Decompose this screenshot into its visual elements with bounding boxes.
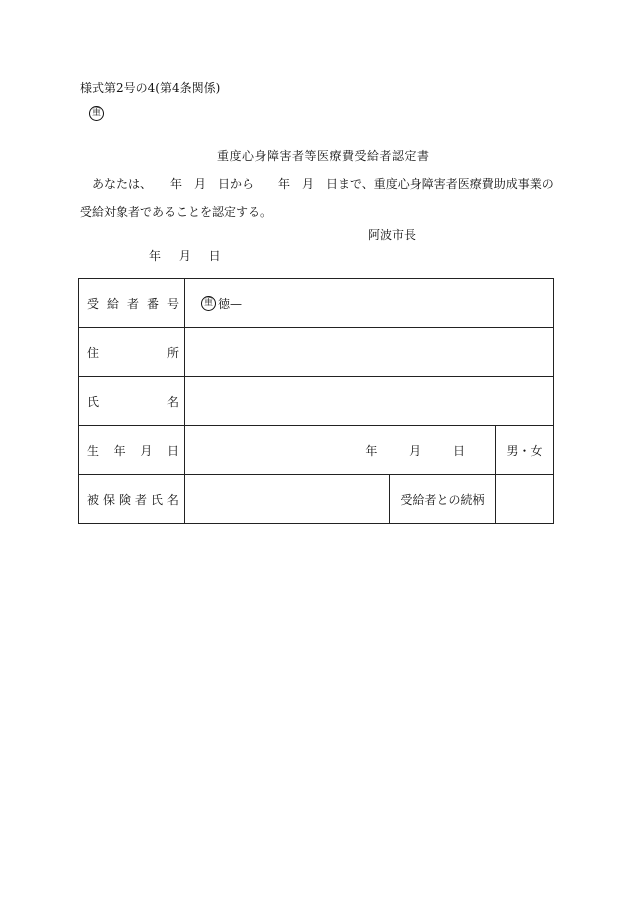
seal-mark: 重 bbox=[89, 106, 104, 121]
body-text-line-1: あなたは、 年 月 日から 年 月 日まで、重度心身障害者医療費助成事業の bbox=[92, 177, 554, 191]
birthdate-field[interactable]: 年 月 日 bbox=[185, 426, 496, 475]
table-row-recipient-number bbox=[79, 279, 554, 328]
table-row-name bbox=[79, 377, 554, 426]
relationship-field[interactable] bbox=[496, 475, 554, 524]
insured-name-label: 被 保 険 者 氏 名 bbox=[79, 475, 185, 524]
birthdate-label: 生 年 月 日 bbox=[79, 426, 185, 475]
recipient-number-prefix: 重 bbox=[201, 296, 216, 311]
relationship-label: 受給者との続柄 bbox=[390, 475, 496, 524]
table-row-birthdate bbox=[79, 426, 554, 475]
address-field[interactable] bbox=[185, 328, 554, 377]
document-title: 重度心身障害者等医療費受給者認定書 bbox=[217, 149, 430, 163]
table-row-insured-name bbox=[79, 475, 554, 524]
insured-name-field[interactable] bbox=[185, 475, 390, 524]
form-number: 様式第2号の4(第4条関係) bbox=[80, 81, 221, 95]
certificate-table bbox=[78, 278, 554, 524]
body-text-line-2: 受給対象者であることを認定する。 bbox=[80, 205, 273, 219]
recipient-number-value: 徳— bbox=[218, 296, 243, 311]
table-row-address bbox=[79, 328, 554, 377]
name-field[interactable] bbox=[185, 377, 554, 426]
issuer: 阿波市長 bbox=[368, 228, 417, 242]
name-label: 氏 名 bbox=[79, 377, 185, 426]
address-label: 住 所 bbox=[79, 328, 185, 377]
issue-date: 年 月 日 bbox=[149, 249, 221, 263]
gender-field[interactable]: 男・女 bbox=[496, 426, 554, 475]
recipient-number-field[interactable] bbox=[185, 279, 554, 328]
recipient-number-label: 受 給 者 番 号 bbox=[79, 279, 185, 328]
